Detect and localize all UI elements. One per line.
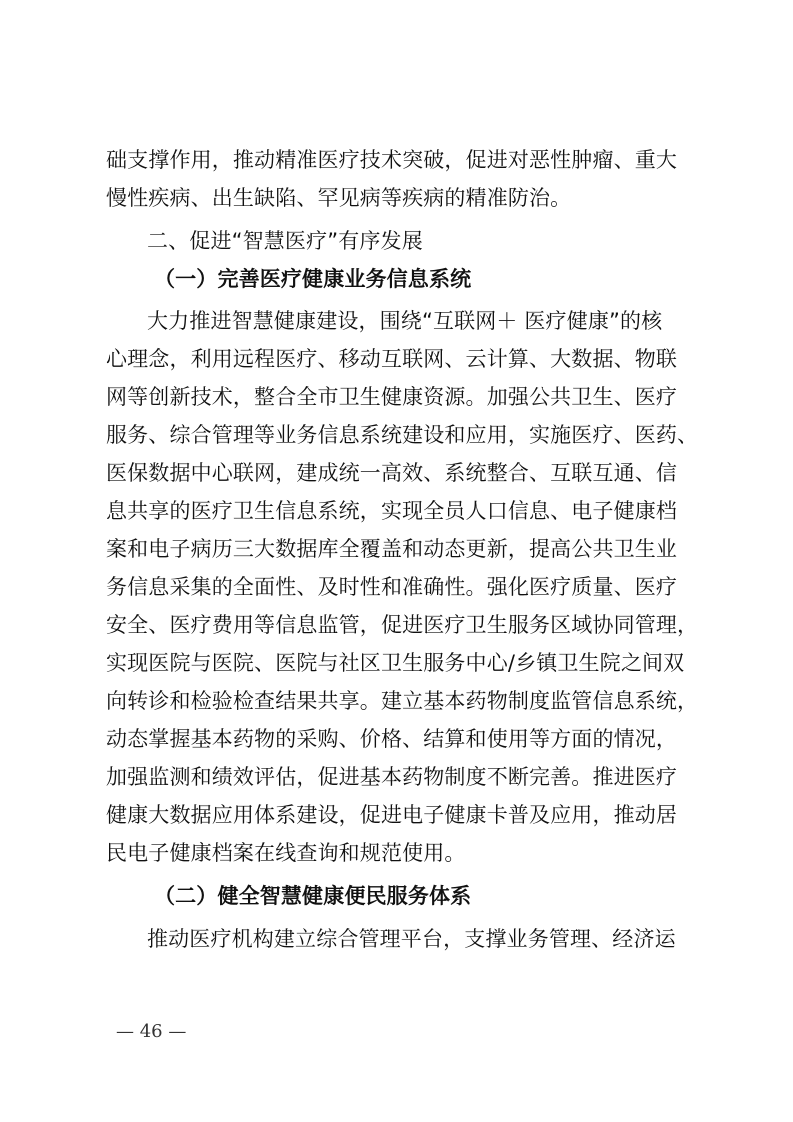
- body-text-line: 向转诊和检验检查结果共享。建立基本药物制度监管信息系统，: [106, 689, 699, 713]
- body-text-line: 息共享的医疗卫生信息系统，实现全员人口信息、电子健康档: [106, 499, 678, 523]
- body-text-line: 推动医疗机构建立综合管理平台，支撑业务管理、经济运: [147, 927, 676, 951]
- body-text-line: 服务、综合管理等业务信息系统建设和应用，实施医疗、医药、: [106, 423, 699, 447]
- body-text-line: 心理念，利用远程医疗、移动互联网、云计算、大数据、物联: [106, 347, 678, 371]
- body-text-line: 慢性疾病、出生缺陷、罕见病等疾病的精准防治。: [106, 186, 572, 210]
- body-text-line: 础支撑作用，推动精准医疗技术突破，促进对恶性肿瘤、重大: [106, 148, 678, 172]
- section-heading: 二、促进“智慧医疗”有序发展: [147, 229, 423, 253]
- body-text-line: 民电子健康档案在线查询和规范使用。: [106, 841, 466, 865]
- body-text-line: 大力推进智慧健康建设，围绕“互联网＋ 医疗健康”的核: [147, 309, 663, 333]
- body-text-line: 网等创新技术，整合全市卫生健康资源。加强公共卫生、医疗: [106, 385, 678, 409]
- page-number: — 46 —: [116, 1021, 187, 1042]
- body-text-line: 医保数据中心联网，建成统一高效、系统整合、互联互通、信: [106, 461, 678, 485]
- body-text-line: 实现医院与医院、医院与社区卫生服务中心/乡镇卫生院之间双: [106, 651, 685, 675]
- body-text-line: 健康大数据应用体系建设，促进电子健康卡普及应用，推动居: [106, 803, 678, 827]
- subsection-heading: （一）完善医疗健康业务信息系统: [154, 267, 472, 291]
- body-text-line: 安全、医疗费用等信息监管，促进医疗卫生服务区域协同管理，: [106, 613, 699, 637]
- body-text-line: 案和电子病历三大数据库全覆盖和动态更新，提高公共卫生业: [106, 537, 678, 561]
- body-text-line: 务信息采集的全面性、及时性和准确性。强化医疗质量、医疗: [106, 575, 678, 599]
- body-text-line: 加强监测和绩效评估，促进基本药物制度不断完善。推进医疗: [106, 765, 678, 789]
- body-text-line: 动态掌握基本药物的采购、价格、结算和使用等方面的情况，: [106, 727, 678, 751]
- subsection-heading: （二）健全智慧健康便民服务体系: [154, 884, 472, 908]
